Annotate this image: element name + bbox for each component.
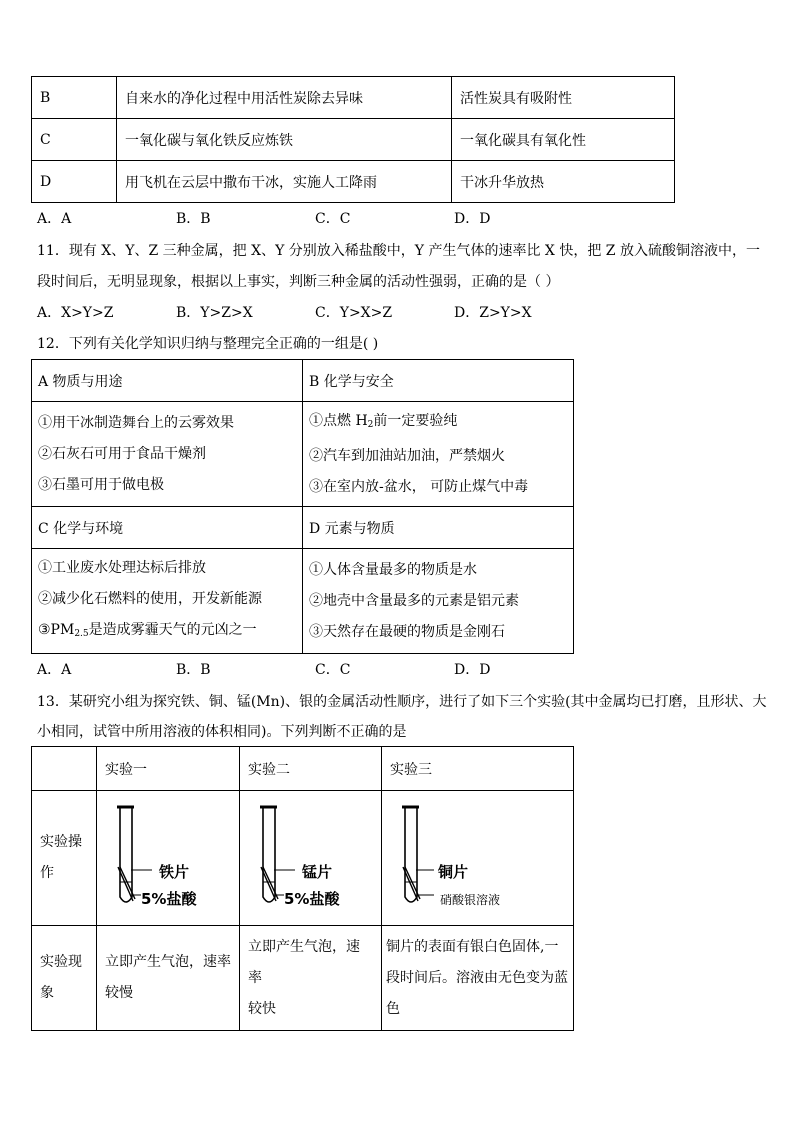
table-row [32,161,675,203]
corner-cell [32,747,97,791]
metal-label: 铁片 [159,863,190,881]
table-row [32,791,574,926]
solution-label: 5%盐酸 [141,890,197,908]
list-item: ①人体含量最多的物质是水 [309,561,477,578]
cell-a-items [32,402,303,507]
solution-label: 5%盐酸 [284,890,340,908]
q10-option-b: B．B [176,211,211,227]
observation-2: 立即产生气泡，速率 较快 [240,926,382,1031]
list-item: ①工业废水处理达标后排放 [38,559,206,576]
tube-cell-1 [97,791,240,926]
q13-stem-line2: 小相同，试管中所用溶液的体积相同)。下列判断不正确的是 [37,724,407,740]
table-row [32,77,675,119]
list-item: ①点燃 $H_2$前一定要验纯 [309,412,458,430]
q11-option-b: B．Y>Z>X [176,305,253,321]
solution-label: 硝酸银溶液 [440,893,501,907]
q10-option-c: C．C [315,211,351,227]
q11-option-c: C．Y>X>Z [315,305,393,321]
list-item: ①用干冰制造舞台上的云雾效果 [38,414,234,431]
q12-stem: 12．下列有关化学知识归纳与整理完全正确的一组是( ) [37,336,379,352]
cell-d-items [303,549,574,654]
list-item: ③石墨可用于做电极 [38,476,164,493]
table-row [32,549,574,654]
table-row [32,747,574,791]
row-item: 自来水的净化过程中用活性炭除去异味 [117,77,452,119]
observation-3: 铜片的表面有银白色固体,一 段时间后。溶液由无色变为蓝 色 [382,926,574,1031]
q11-option-a: A．X>Y>Z [37,305,114,321]
table-row [32,119,675,161]
list-item: ②地壳中含量最多的元素是铝元素 [309,592,519,609]
header-exp3: 实验三 [382,747,574,791]
row-label-observation: 实验现 象 [32,926,97,1031]
row-label: C [32,119,117,161]
tube-cell-2 [240,791,382,926]
q11-option-d: D．Z>Y>X [454,305,532,321]
list-item: ③天然存在最硬的物质是金刚石 [309,623,505,640]
list-item: ②汽车到加油站加油，严禁烟火 [309,447,505,464]
row-item: 一氧化碳与氧化铁反应炼铁 [117,119,452,161]
q10-option-d: D．D [454,211,491,227]
q12-table [31,359,574,654]
table-row [32,926,574,1031]
list-item: ③在室内放-盆水， 可防止煤气中毒 [309,478,529,495]
list-item: ②石灰石可用于食品干燥剂 [38,445,206,462]
q12-option-d: D．D [454,662,491,678]
table-row [32,360,574,402]
cell-b-items [303,402,574,507]
table-row [32,402,574,507]
row-reason: 活性炭具有吸附性 [452,77,675,119]
q11-stem-line2: 段时间后，无明显现象，根据以上事实，判断三种金属的活动性强弱，正确的是（ ） [37,274,560,290]
list-item: ②减少化石燃料的使用，开发新能源 [38,590,262,607]
q12-option-c: C．C [315,662,351,678]
list-item: $③PM_{2.5}$是造成雾霾天气的元凶之一 [38,621,257,639]
header-exp2: 实验二 [240,747,382,791]
cell-a-title: A 物质与用途 [32,360,303,402]
q12-option-a: A．A [37,662,72,678]
q13-table [31,746,574,1031]
row-reason: 一氧化碳具有氧化性 [452,119,675,161]
metal-label: 锰片 [302,863,333,881]
observation-1: 立即产生气泡，速率 较慢 [97,926,240,1031]
q12-option-b: B．B [176,662,211,678]
cell-c-title: C 化学与环境 [32,507,303,549]
q11-stem-line1: 11．现有 X、Y、Z 三种金属，把 X、Y 分别放入稀盐酸中，Y 产生气体的速率比 X 快，把 Z 放入硫酸铜溶液中，一 [37,243,760,259]
metal-label: 铜片 [438,863,469,881]
row-label: B [32,77,117,119]
header-exp1: 实验一 [97,747,240,791]
tube-cell-3 [382,791,574,926]
cell-b-title: B 化学与安全 [303,360,574,402]
cell-c-items [32,549,303,654]
row-reason: 干冰升华放热 [452,161,675,203]
q10-option-a: A．A [37,211,72,227]
table-row [32,507,574,549]
row-item: 用飞机在云层中撒布干冰，实施人工降雨 [117,161,452,203]
row-label-operation: 实验操 作 [32,791,97,926]
q10-table [31,76,675,203]
q13-stem-line1: 13．某研究小组为探究铁、铜、锰(Mn)、银的金属活动性顺序，进行了如下三个实验(其中金属均已打磨，且形状、大 [37,694,767,710]
cell-d-title: D 元素与物质 [303,507,574,549]
row-label: D [32,161,117,203]
